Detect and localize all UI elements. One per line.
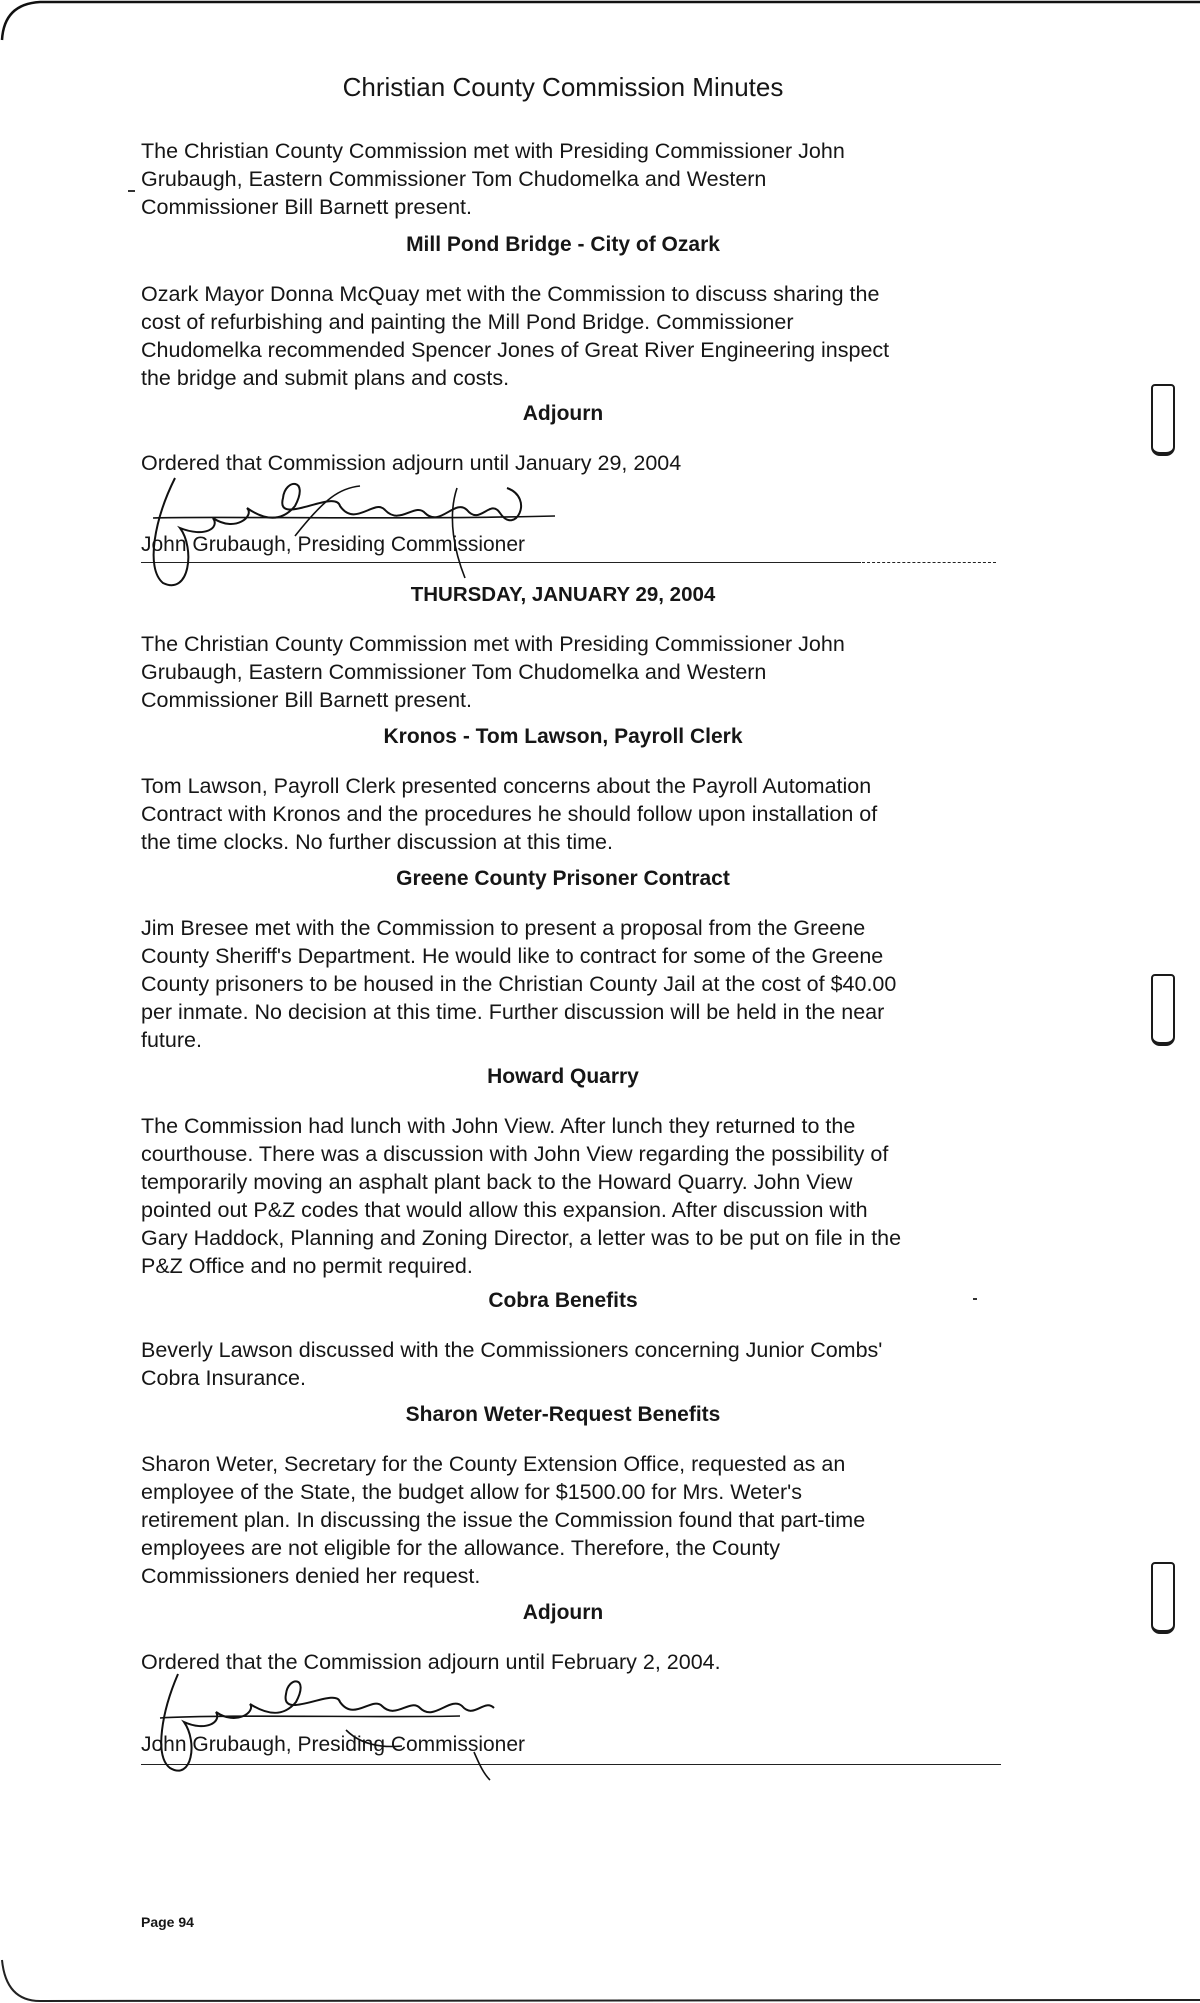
cobra-benefits-paragraph: Beverly Lawson discussed with the Commissioners concerning Junior Combs' Cobra Insurance. [141,1338,883,1390]
scan-speck [973,1298,977,1300]
attendance-paragraph: The Christian County Commission met with Presiding Commissioner John Grubaugh, Eastern Commissioner Tom Chudomelka and Western Commissioner Bill Barnett present. [141,139,845,219]
adjourn-order-2: Ordered that the Commission adjourn until February 2, 2004. [141,1650,721,1674]
signature-rule-dashed [862,562,996,563]
date-heading-thursday: THURSDAY, JANUARY 29, 2004 [410,583,716,606]
howard-quarry-paragraph: The Commission had lunch with John View. After lunch they returned to the courthouse. There was a discussion with John View regarding the possibility of temporarily moving an asphalt plant back to the Howard Quarry. John View pointed out P&Z codes that would allow this expansion. After discussion with Gary Haddock, Planning and Zoning Director, a letter was to be put on file in the P&Z Office and no permit required. [141,1114,902,1278]
page-number: Page 94 [141,1914,194,1930]
adjourn-order: Ordered that Commission adjourn until January 29, 2004 [141,451,682,475]
section-heading-adjourn-2: Adjourn [522,1601,604,1624]
attendance-paragraph-thursday: The Christian County Commission met with Presiding Commissioner John Grubaugh, Eastern Commissioner Tom Chudomelka and Western Commissioner Bill Barnett present. [141,632,845,712]
kronos-paragraph: Tom Lawson, Payroll Clerk presented concerns about the Payroll Automation Contract with Kronos and the procedures he should follow upon installation of the time clocks. No further discussion at this time. [141,774,878,854]
document-title: Christian County Commission Minutes [342,72,784,102]
section-heading-prisoner-contract: Greene County Prisoner Contract [396,867,730,890]
section-heading-mill-pond-bridge: Mill Pond Bridge - City of Ozark [406,233,720,256]
prisoner-contract-paragraph: Jim Bresee met with the Commission to present a proposal from the Greene County Sheriff's Department. He would like to contract for some of the Greene County prisoners to be housed in the Christian County Jail at the cost of $40.00 per inmate. No decision at this time. Further discussion will be held in the near future. [141,916,897,1052]
handwritten-signature-2 [140,1656,560,1786]
binder-tab-mark [1151,1562,1175,1634]
section-heading-cobra-benefits: Cobra Benefits [488,1289,638,1312]
handwritten-signature [135,458,575,598]
signatory-name-2: John Grubaugh, Presiding Commissioner [141,1733,526,1756]
binder-tab-mark [1151,384,1175,456]
section-heading-howard-quarry: Howard Quarry [487,1065,639,1088]
section-heading-weter-benefits: Sharon Weter-Request Benefits [405,1403,721,1426]
scan-speck [128,190,135,192]
section-heading-adjourn: Adjourn [522,402,604,425]
weter-benefits-paragraph: Sharon Weter, Secretary for the County Extension Office, requested as an employee of the State, the budget allow for $1500.00 for Mrs. Weter's retirement plan. In discussing the issue the Commission found that part-time employees are not eligible for the allowance. Therefore, the County Commissioners denied her request. [141,1452,866,1588]
binder-tab-mark [1151,974,1175,1046]
section-heading-kronos: Kronos - Tom Lawson, Payroll Clerk [383,725,743,748]
mill-pond-bridge-paragraph: Ozark Mayor Donna McQuay met with the Commission to discuss sharing the cost of refurbishing and painting the Mill Pond Bridge. Commissioner Chudomelka recommended Spencer Jones of Great River Engineering inspect the bridge and submit plans and costs. [141,282,890,390]
signatory-name: John Grubaugh, Presiding Commissioner [141,533,526,556]
